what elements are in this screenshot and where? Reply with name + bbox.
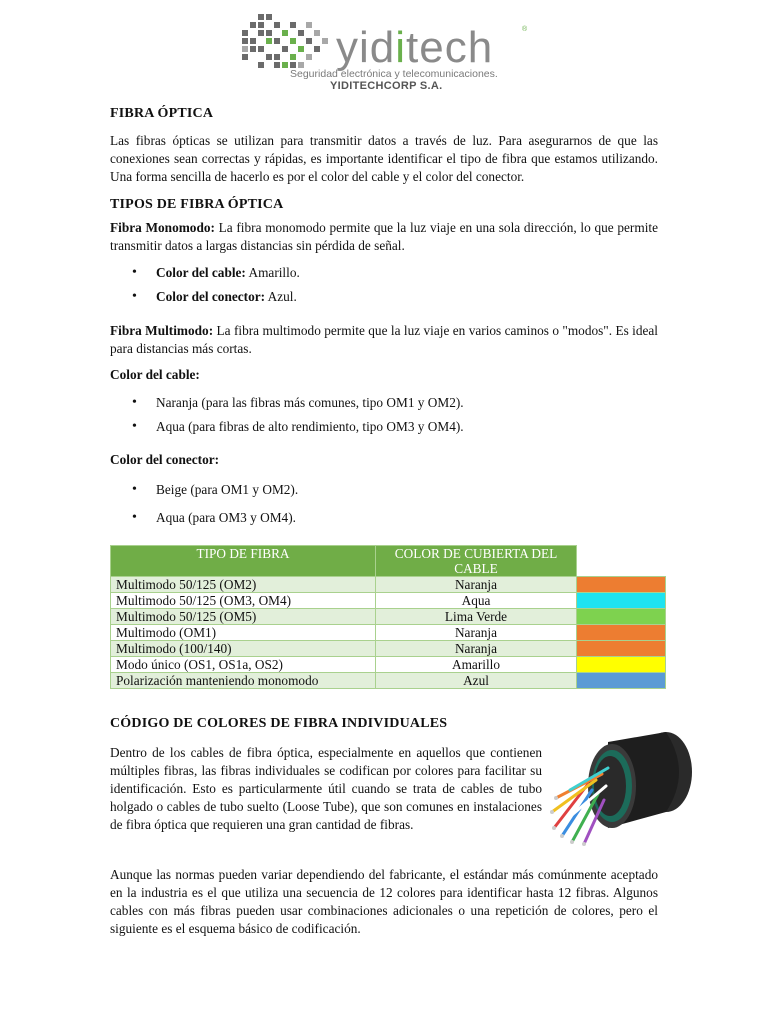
column-header-tipo: TIPO DE FIBRA	[111, 546, 376, 577]
registered-mark-icon: ®	[522, 26, 528, 33]
cell-tipo: Modo único (OS1, OS1a, OS2)	[111, 657, 376, 673]
fiber-type-table	[110, 545, 666, 689]
logo-tagline: Seguridad electrónica y telecomunicaciones.	[290, 68, 498, 80]
cell-color-swatch	[577, 577, 666, 593]
fiber-cable-image	[548, 724, 692, 848]
cell-color-swatch	[577, 657, 666, 673]
cable-color-bullets	[110, 394, 658, 436]
color-code-paragraph-2: Aunque las normas pueden variar dependiendo del fabricante, el estándar más comúnmente aceptado en la industria es el que utiliza una secuencia de 12 colores para identificar hasta 12 fibras. Algunos cables con más fibras pueden usar combinaciones adicionales o una repetición de colores, pero el siguiente es el esquema básico de codificación.	[110, 867, 658, 936]
list-item: • Color del cable: Amarillo.	[110, 264, 658, 282]
list-item: • Beige (para OM1 y OM2).	[110, 481, 658, 499]
cell-color: Lima Verde	[376, 609, 577, 625]
list-item: • Aqua (para OM3 y OM4).	[110, 509, 658, 527]
table-header-row	[111, 546, 666, 577]
table-row	[111, 577, 666, 593]
column-header-color: COLOR DE CUBIERTA DEL CABLE	[376, 546, 577, 577]
cell-tipo: Multimodo (OM1)	[111, 625, 376, 641]
cell-color-swatch	[577, 641, 666, 657]
heading-codigo-colores: CÓDIGO DE COLORES DE FIBRA INDIVIDUALES	[110, 716, 448, 731]
cell-color-swatch	[577, 625, 666, 641]
column-header-swatch	[577, 546, 666, 577]
cell-tipo: Multimodo 50/125 (OM5)	[111, 609, 376, 625]
connector-color-bullets	[110, 481, 658, 527]
cell-color: Amarillo	[376, 657, 577, 673]
cell-tipo: Polarización manteniendo monomodo	[111, 673, 376, 689]
cell-color: Azul	[376, 673, 577, 689]
heading-fibra-optica: FIBRA ÓPTICA	[110, 106, 214, 121]
cable-color-heading: Color del cable:	[110, 367, 200, 382]
cell-color-swatch	[577, 609, 666, 625]
cell-color: Aqua	[376, 593, 577, 609]
cell-color: Naranja	[376, 625, 577, 641]
cell-color-swatch	[577, 673, 666, 689]
heading-tipos-fibra: TIPOS DE FIBRA ÓPTICA	[110, 197, 284, 212]
list-item: • Naranja (para las fibras más comunes, tipo OM1 y OM2).	[110, 394, 658, 412]
table-row	[111, 641, 666, 657]
connector-color-heading: Color del conector:	[110, 452, 220, 467]
list-item: • Aqua (para fibras de alto rendimiento, tipo OM3 y OM4).	[110, 418, 658, 436]
table-row	[111, 625, 666, 641]
cell-color: Naranja	[376, 577, 577, 593]
color-code-paragraph-1: Dentro de los cables de fibra óptica, especialmente en aquellos que contienen múltiples fibras, las fibras individuales se codifican por colores para facilitar su identificación. Esto es particularmente útil cuando se trata de cables de tubo holgado o cables de tubo suelto (Loose Tube), que son comunes en instalaciones de fibra óptica que requieren una gran cantidad de fibras.	[110, 745, 542, 832]
list-item: • Color del conector: Azul.	[110, 288, 658, 306]
table-row	[111, 593, 666, 609]
multimodo-paragraph: Fibra Multimodo: La fibra multimodo permite que la luz viaje en varios caminos o "modos". Es ideal para distancias más cortas.	[110, 323, 658, 356]
cell-color: Naranja	[376, 641, 577, 657]
table-row	[111, 673, 666, 689]
company-logo	[238, 12, 538, 92]
cell-color-swatch	[577, 593, 666, 609]
intro-paragraph: Las fibras ópticas se utilizan para transmitir datos a través de luz. Para asegurarnos de que las conexiones sean correctas y rápidas, es importante identificar el tipo de fibra que estamos utilizando. Una forma sencilla de hacerlo es por el color del cable y el color del conector.	[110, 133, 658, 184]
table-body	[111, 577, 666, 689]
table-row	[111, 657, 666, 673]
document-body	[110, 104, 658, 527]
logo-corp-name: YIDITECHCORP S.A.	[330, 80, 443, 92]
cell-tipo: Multimodo (100/140)	[111, 641, 376, 657]
monomodo-bullets	[110, 264, 658, 306]
logo-wordmark: yiditech	[336, 23, 494, 72]
cell-tipo: Multimodo 50/125 (OM3, OM4)	[111, 593, 376, 609]
monomodo-paragraph: Fibra Monomodo: La fibra monomodo permite que la luz viaje en una sola dirección, lo que permite transmitir datos a largas distancias sin pérdida de señal.	[110, 220, 658, 253]
table-row	[111, 609, 666, 625]
cell-tipo: Multimodo 50/125 (OM2)	[111, 577, 376, 593]
